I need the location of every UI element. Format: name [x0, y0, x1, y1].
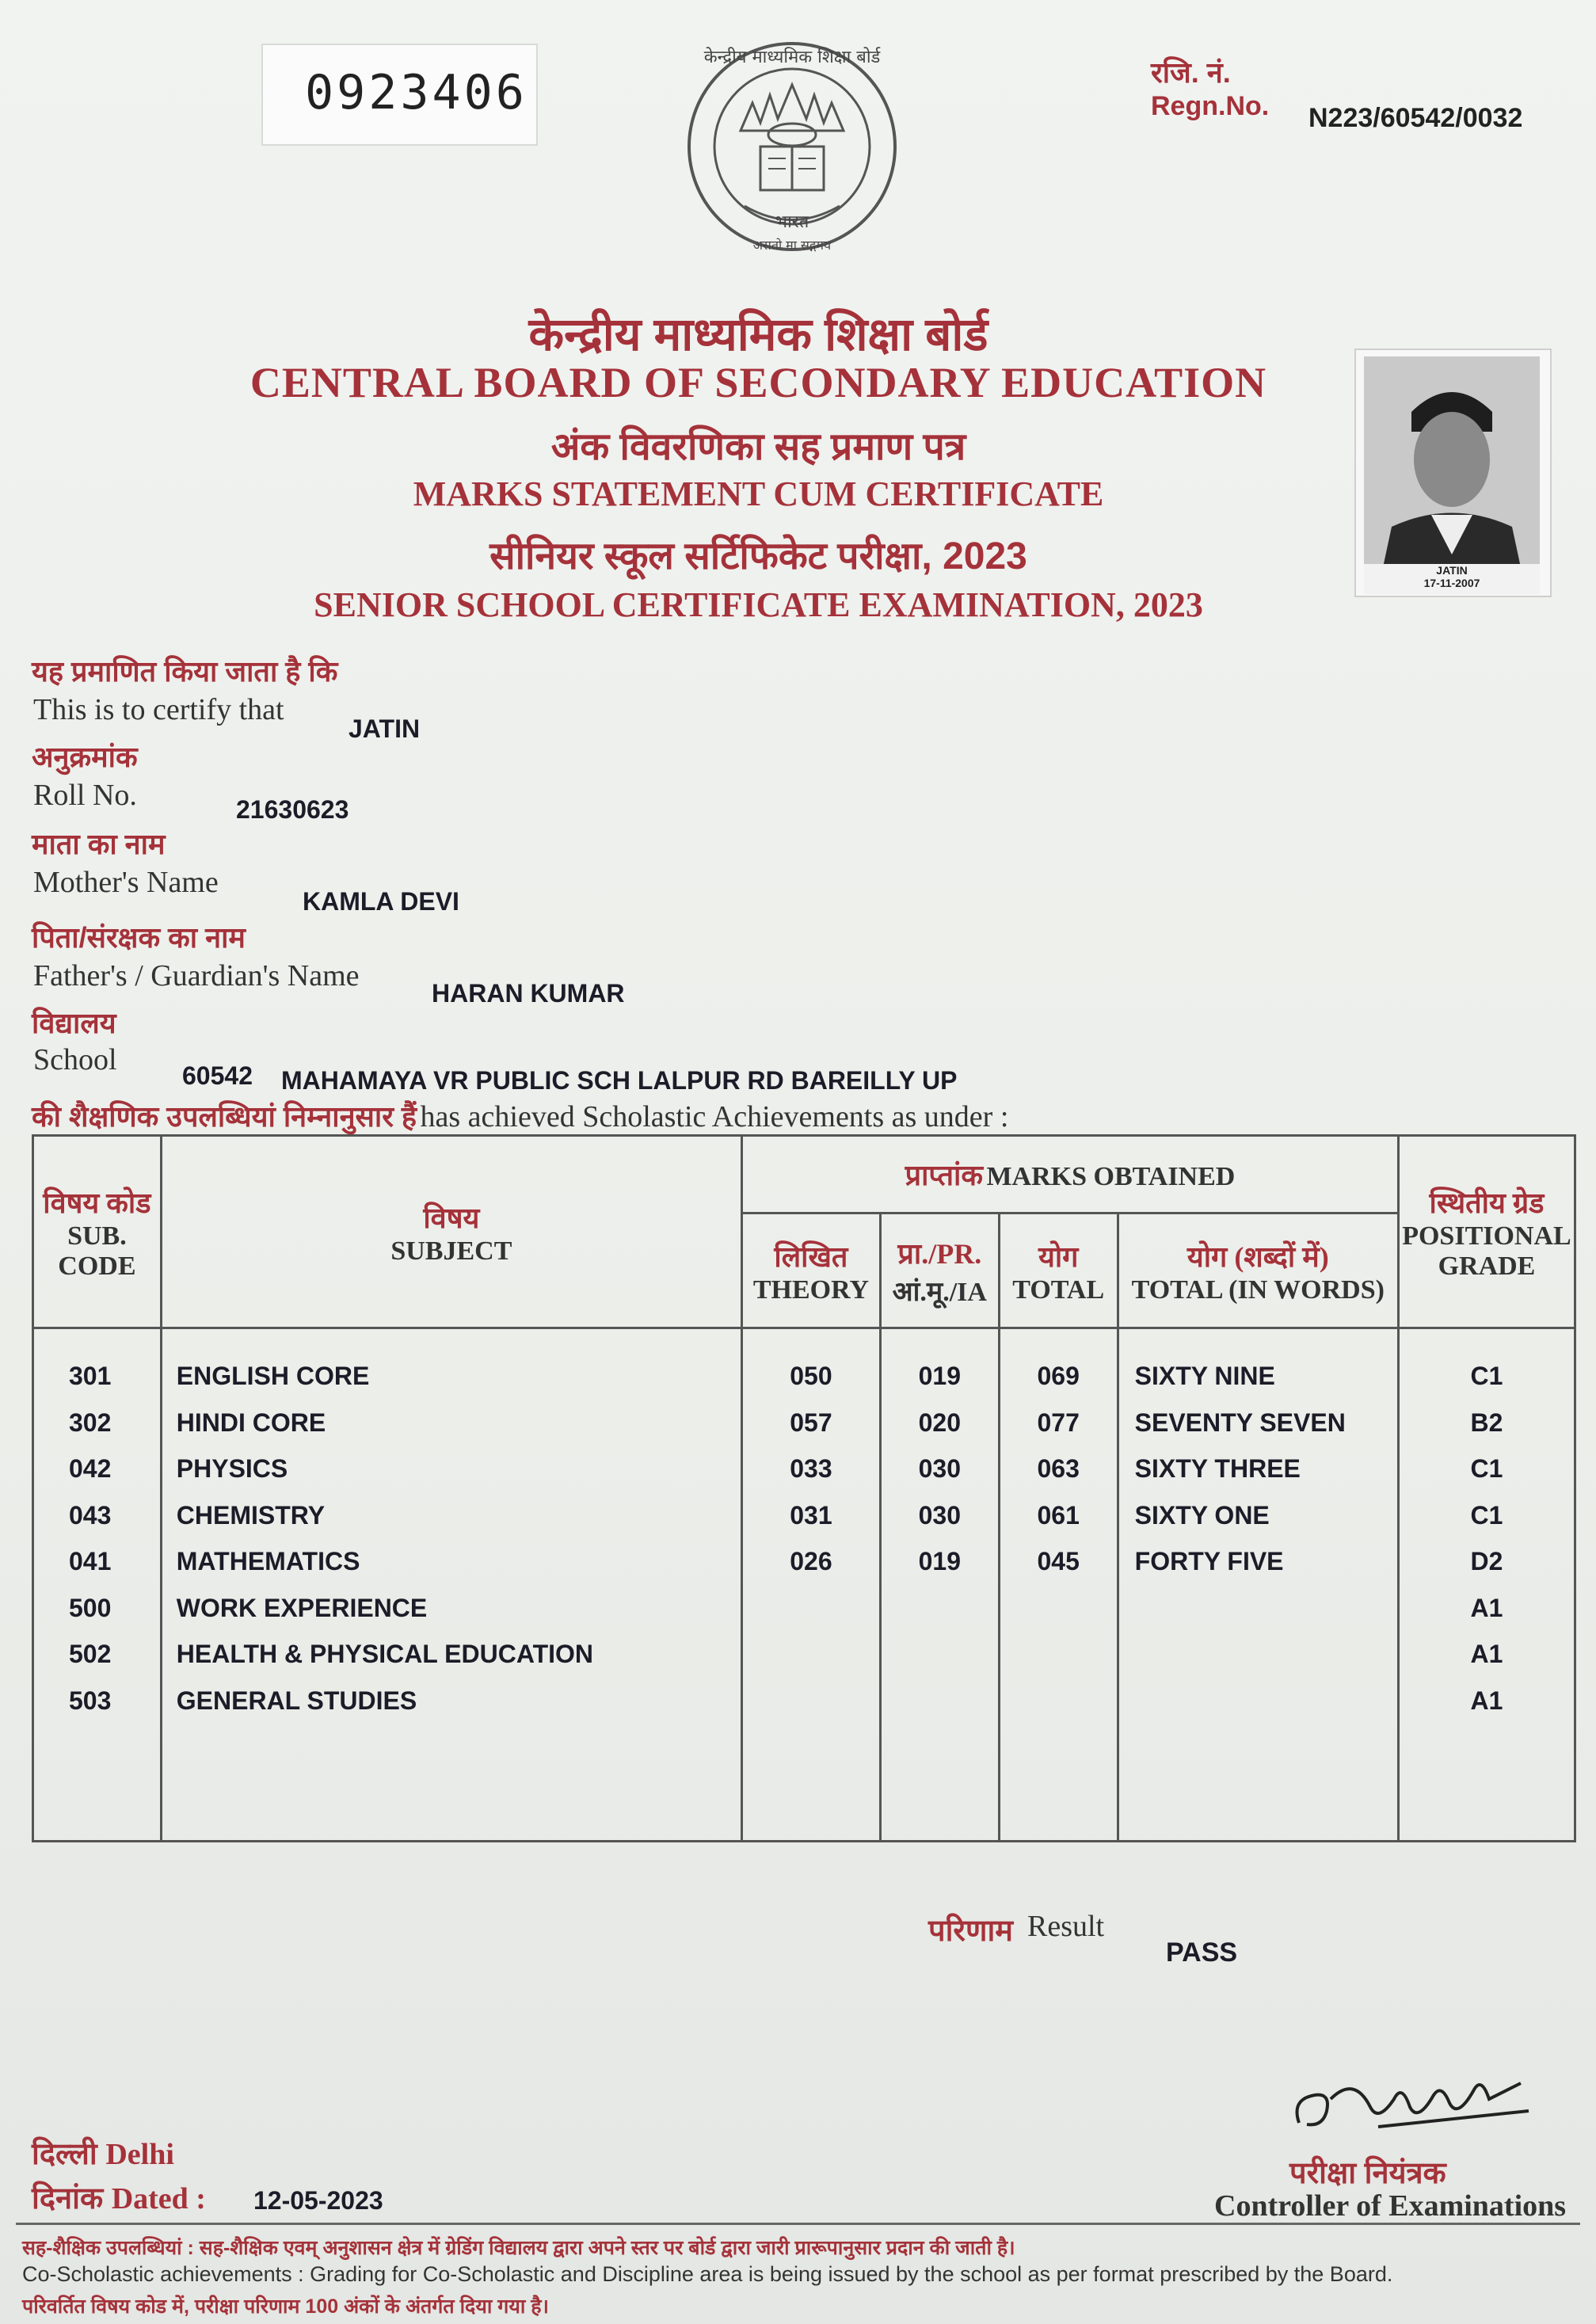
row-2-words: SEVENTY SEVEN — [1134, 1408, 1346, 1437]
row-4-total: 061 — [1037, 1500, 1080, 1530]
certify-label-hi: यह प्रमाणित किया जाता है कि — [32, 655, 338, 688]
place: दिल्ली Delhi — [32, 2138, 174, 2171]
row-1-total: 069 — [1037, 1362, 1080, 1390]
row-6-code: 500 — [69, 1593, 112, 1622]
achievement-line — [32, 1096, 1008, 1135]
col-theory-header: लिखित THEORY — [741, 1213, 880, 1328]
col-ia-header: प्रा./PR. आं.मू./IA — [880, 1213, 999, 1328]
marks-table-body — [33, 1328, 1575, 1842]
seal-bottom-text: भारत — [775, 212, 809, 232]
row-8-grade: A1 — [1470, 1686, 1503, 1715]
row-2-code: 302 — [69, 1408, 112, 1437]
certify-label-en: This is to certify that — [33, 693, 284, 726]
school-name: MAHAMAYA VR PUBLIC SCH LALPUR RD BAREILLY UP — [281, 1066, 958, 1095]
result-label-en: Result — [1027, 1910, 1105, 1943]
row-8-subject: GENERAL STUDIES — [176, 1686, 417, 1715]
achievement-label-en: has achieved Scholastic Achievements as under : — [420, 1100, 1009, 1133]
row-7-ia — [882, 1631, 998, 1678]
student-photo — [1364, 356, 1540, 582]
photo-caption-name: JATIN — [1436, 564, 1468, 577]
candidate-name: JATIN — [349, 714, 421, 743]
row-8-words — [1135, 1678, 1397, 1724]
row-6-theory — [743, 1585, 879, 1632]
row-3-subject: PHYSICS — [176, 1454, 288, 1483]
row-4-theory: 031 — [790, 1500, 832, 1530]
row-2-subject: HINDI CORE — [176, 1408, 326, 1437]
row-3-ia: 030 — [918, 1454, 962, 1483]
row-5-grade: D2 — [1470, 1547, 1503, 1575]
row-7-theory — [743, 1631, 879, 1678]
row-8-theory — [743, 1678, 879, 1724]
row-6-ia — [882, 1585, 998, 1632]
col-words-header: योग (शब्दों में) TOTAL (IN WORDS) — [1118, 1213, 1398, 1328]
col-grade-header: स्थितीय ग्रेड POSITIONAL GRADE — [1398, 1136, 1575, 1328]
document-title-english: MARKS STATEMENT CUM CERTIFICATE — [413, 474, 1104, 513]
row-2-total: 077 — [1037, 1408, 1080, 1437]
ia-column — [880, 1328, 999, 1842]
row-7-total — [1000, 1631, 1117, 1678]
row-4-code: 043 — [69, 1500, 112, 1530]
regn-label-hi: रजि. नं. — [1151, 56, 1231, 89]
row-4-ia: 030 — [918, 1500, 962, 1530]
footer-note-en: Co-Scholastic achievements : Grading for Co-Scholastic and Discipline area is being issued by the school as per format prescribed by the Board. — [22, 2262, 1393, 2286]
row-3-words: SIXTY THREE — [1134, 1454, 1301, 1483]
row-5-ia: 019 — [918, 1547, 962, 1575]
col-code-header: विषय कोड SUB. CODE — [33, 1136, 162, 1328]
row-7-words — [1135, 1631, 1397, 1678]
photo-caption-date: 17-11-2007 — [1423, 577, 1480, 589]
row-6-grade: A1 — [1470, 1593, 1503, 1622]
board-name-english: CENTRAL BOARD OF SECONDARY EDUCATION — [249, 359, 1267, 406]
father-name: HARAN KUMAR — [432, 979, 625, 1008]
row-7-grade: A1 — [1470, 1640, 1503, 1668]
board-name-hindi: केन्द्रीय माध्यमिक शिक्षा बोर्ड — [528, 309, 988, 360]
row-8-total — [1000, 1678, 1117, 1724]
row-1-code: 301 — [69, 1362, 112, 1390]
row-1-words: SIXTY NINE — [1134, 1362, 1275, 1390]
result-value: PASS — [1166, 1937, 1238, 1968]
row-3-code: 042 — [69, 1454, 112, 1483]
school-code: 60542 — [182, 1061, 253, 1090]
footer-note-subject-code: परिवर्तित विषय कोड में, परीक्षा परिणाम 100 अंकों के अंतर्गत दिया गया है। — [22, 2295, 549, 2318]
row-6-subject: WORK EXPERIENCE — [176, 1593, 428, 1622]
footer-divider — [16, 2223, 1580, 2225]
mother-label-hi: माता का नाम — [32, 828, 166, 860]
subjects-column — [161, 1328, 741, 1842]
roll-number: 21630623 — [236, 795, 349, 824]
row-1-grade: C1 — [1470, 1362, 1503, 1390]
marks-table-header — [33, 1136, 1575, 1328]
row-2-ia: 020 — [918, 1408, 962, 1437]
row-6-words — [1135, 1585, 1397, 1632]
row-4-grade: C1 — [1470, 1500, 1503, 1530]
total-column — [999, 1328, 1118, 1842]
document-title-hindi: अंक विवरणिका सह प्रमाण पत्र — [550, 426, 966, 468]
row-3-total: 063 — [1037, 1454, 1080, 1483]
row-8-code: 503 — [69, 1686, 112, 1715]
seal-motto: असतो मा सद्गमय — [752, 238, 832, 253]
theory-column — [741, 1328, 880, 1842]
regn-number: N223/60542/0032 — [1308, 103, 1523, 133]
row-5-code: 041 — [69, 1547, 112, 1575]
footer-note-hi: सह-शैक्षिक उपलब्धियां : सह-शैक्षिक एवम् अनुशासन क्षेत्र में ग्रेडिंग विद्यालय द्वारा अपने स्तर पर बोर्ड द्वारा जारी प्रारूपानुसार प्रदान की जाती है। — [22, 2237, 1015, 2259]
cbse-seal-icon — [681, 36, 903, 273]
signature-icon — [1283, 2052, 1537, 2147]
col-subject-header: विषय SUBJECT — [161, 1136, 741, 1328]
regn-label-en: Regn.No. — [1151, 91, 1270, 121]
row-7-code: 502 — [69, 1640, 112, 1668]
row-5-theory: 026 — [790, 1547, 832, 1575]
row-7-subject: HEALTH & PHYSICAL EDUCATION — [176, 1640, 593, 1668]
row-1-subject: ENGLISH CORE — [176, 1362, 370, 1390]
row-3-grade: C1 — [1470, 1454, 1503, 1483]
col-total-header: योग TOTAL — [999, 1213, 1118, 1328]
row-1-ia: 019 — [918, 1362, 962, 1390]
grade-column — [1398, 1328, 1575, 1842]
row-5-total: 045 — [1037, 1547, 1080, 1575]
row-3-theory: 033 — [790, 1454, 832, 1483]
father-label-en: Father's / Guardian's Name — [33, 959, 360, 992]
photo-caption — [1364, 564, 1540, 594]
school-label-en: School — [33, 1043, 117, 1076]
result-label-hi: परिणाम — [928, 1914, 1014, 1948]
controller-title-hi: परीक्षा नियंत्रक — [1289, 2157, 1446, 2190]
achievement-label-hi: की शैक्षणिक उपलब्धियां निम्नानुसार हैं — [32, 1100, 417, 1133]
exam-title-english: SENIOR SCHOOL CERTIFICATE EXAMINATION, 2023 — [314, 585, 1203, 624]
row-2-theory: 057 — [790, 1408, 832, 1437]
col-marks-header: प्राप्तांक MARKS OBTAINED — [741, 1136, 1398, 1213]
roll-label-en: Roll No. — [33, 779, 137, 812]
row-8-ia — [882, 1678, 998, 1724]
codes-column — [33, 1328, 162, 1842]
issue-date: 12-05-2023 — [253, 2186, 383, 2215]
student-portrait-icon — [1364, 356, 1540, 582]
row-1-theory: 050 — [790, 1362, 832, 1390]
row-4-subject: CHEMISTRY — [176, 1500, 326, 1530]
mother-label-en: Mother's Name — [33, 866, 219, 899]
row-5-subject: MATHEMATICS — [176, 1547, 360, 1575]
roll-label-hi: अनुक्रमांक — [32, 741, 138, 773]
row-4-words: SIXTY ONE — [1134, 1500, 1270, 1530]
school-label-hi: विद्यालय — [32, 1007, 116, 1039]
seal-top-text: केन्द्रीय माध्यमिक शिक्षा बोर्ड — [703, 48, 881, 67]
marks-table — [32, 1134, 1576, 1842]
controller-title-en: Controller of Examinations — [1214, 2189, 1567, 2223]
row-5-words: FORTY FIVE — [1134, 1547, 1284, 1575]
serial-number: 0923406 — [305, 65, 528, 120]
words-column — [1118, 1328, 1398, 1842]
exam-title-hindi: सीनियर स्कूल सर्टिफिकेट परीक्षा, 2023 — [489, 535, 1027, 577]
dated-label: दिनांक Dated : — [32, 2182, 206, 2215]
row-2-grade: B2 — [1470, 1408, 1503, 1437]
mother-name: KAMLA DEVI — [303, 887, 459, 916]
row-6-total — [1000, 1585, 1117, 1632]
father-label-hi: पिता/संरक्षक का नाम — [32, 921, 246, 954]
